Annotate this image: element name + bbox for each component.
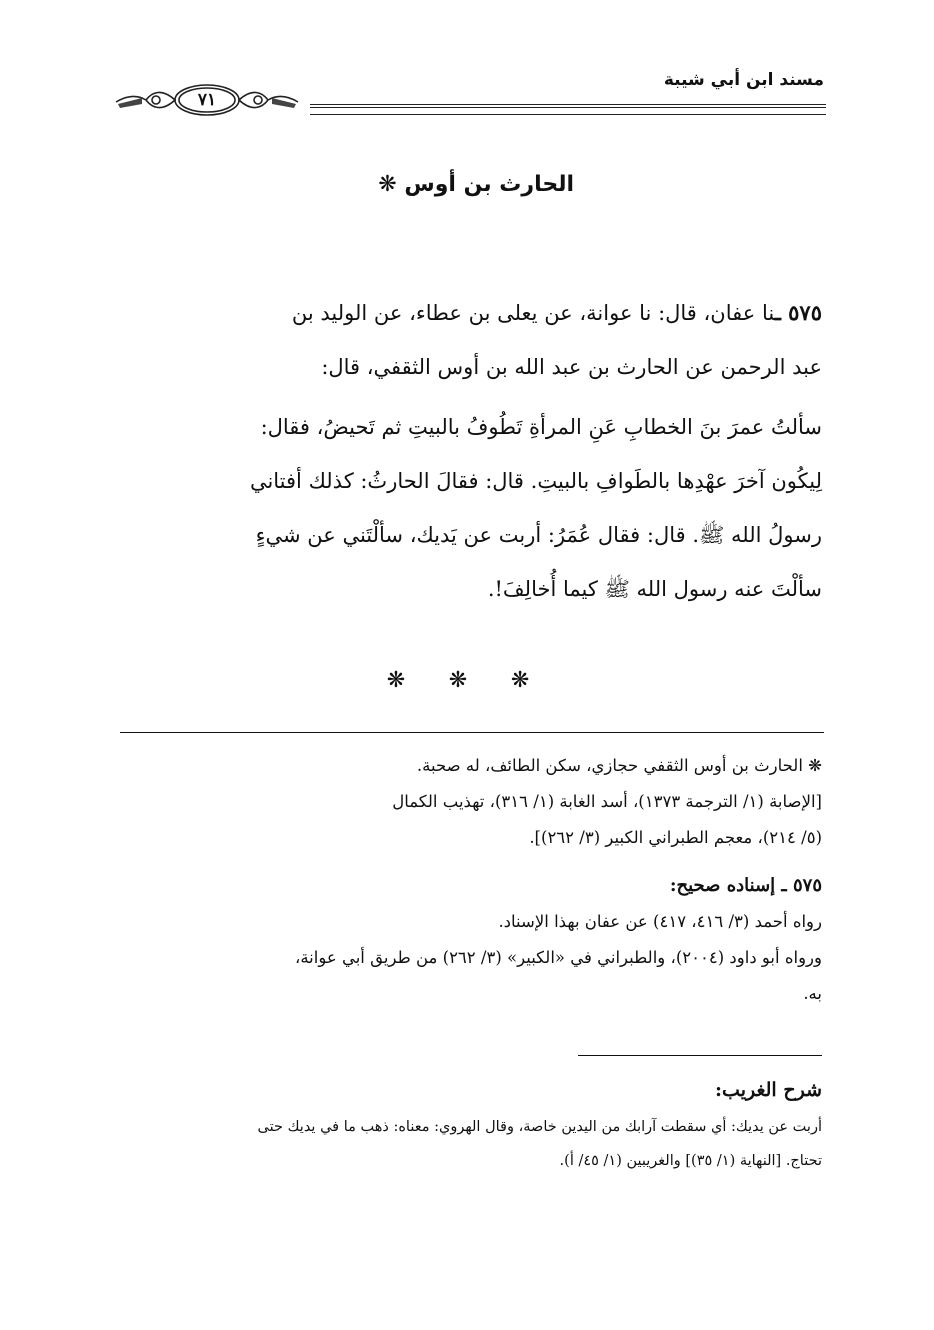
header-rule-thin <box>310 114 826 115</box>
grading-heading: ٥٧٥ ـ إسناده صحيح: <box>669 875 822 896</box>
takhrij-line-1: رواه أحمد (٣/ ٤١٦، ٤١٧) عن عفان بهذا الإسناد. <box>498 912 822 931</box>
biography-line-3: (٥/ ٢١٤)، معجم الطبراني الكبير (٣/ ٢٦٢)]. <box>529 828 822 847</box>
matn-line-2: لِيكُون آخرَ عهْدِها بالطَوافِ بالبيتِ. قال: فقالَ الحارثُ: كذلك أفتاني <box>249 469 822 493</box>
takhrij-line-3: به. <box>803 984 822 1003</box>
matn-line-1: سألتُ عمرَ بنَ الخطابِ عَنِ المرأةِ تَطُوفُ بالبيتِ ثم تَحيضُ، فقال: <box>260 415 822 439</box>
footnote-separator <box>120 732 824 733</box>
footnotes <box>110 748 822 1012</box>
isnad-line-2: عبد الرحمن عن الحارث بن عبد الله بن أوس الثقفي، قال: <box>321 355 822 379</box>
section-title: الحارث بن أوس ❋ <box>378 172 574 197</box>
gharib-line-2: تحتاج. [النهاية (١/ ٣٥)] والغريبين (١/ ٤٥/ أ). <box>559 1153 822 1169</box>
section-divider-stars: ❋ ❋ ❋ <box>386 668 548 693</box>
matn-line-4: سألْتَ عنه رسول الله ﷺ كيما أُخالِفَ!. <box>487 577 822 601</box>
gharib-heading: شرح الغريب: <box>715 1079 822 1101</box>
biography-line-2: [الإصابة (١/ الترجمة ١٣٧٣)، أسد الغابة (١/ ٣١٦)، تهذيب الكمال <box>392 792 822 811</box>
gharib-line-1: أربت عن يديك: أي سقطت آرابك من اليدين خاصة، وقال الهروي: معناه: ذهب ما في يديك حتى <box>257 1119 822 1135</box>
biography-line-1: ❋ الحارث بن أوس الثقفي حجازي، سكن الطائف، له صحبة. <box>416 756 822 775</box>
matn-line-3: رسولُ الله ﷺ. قال: فقال عُمَرُ: أربت عن يَديك، سألْتَني عن شيءٍ <box>255 523 822 547</box>
hadith-number: ٥٧٥ ـ <box>774 300 822 325</box>
gharib-section <box>110 1070 822 1178</box>
isnad-line-1: ٥٧٥ ـنا عفان، قال: نا عوانة، عن يعلى بن عطاء، عن الوليد بن <box>291 300 822 325</box>
hadith-text <box>106 286 822 616</box>
takhrij-line-2: ورواه أبو داود (٢٠٠٤)، والطبراني في «الكبير» (٣/ ٢٦٢) من طريق أبي عوانة، <box>295 948 822 967</box>
running-header-title: مسند ابن أبي شيبة <box>663 70 824 90</box>
header-rule <box>310 104 826 108</box>
gharib-separator <box>578 1055 822 1056</box>
page-number: ٧١ <box>197 90 217 110</box>
